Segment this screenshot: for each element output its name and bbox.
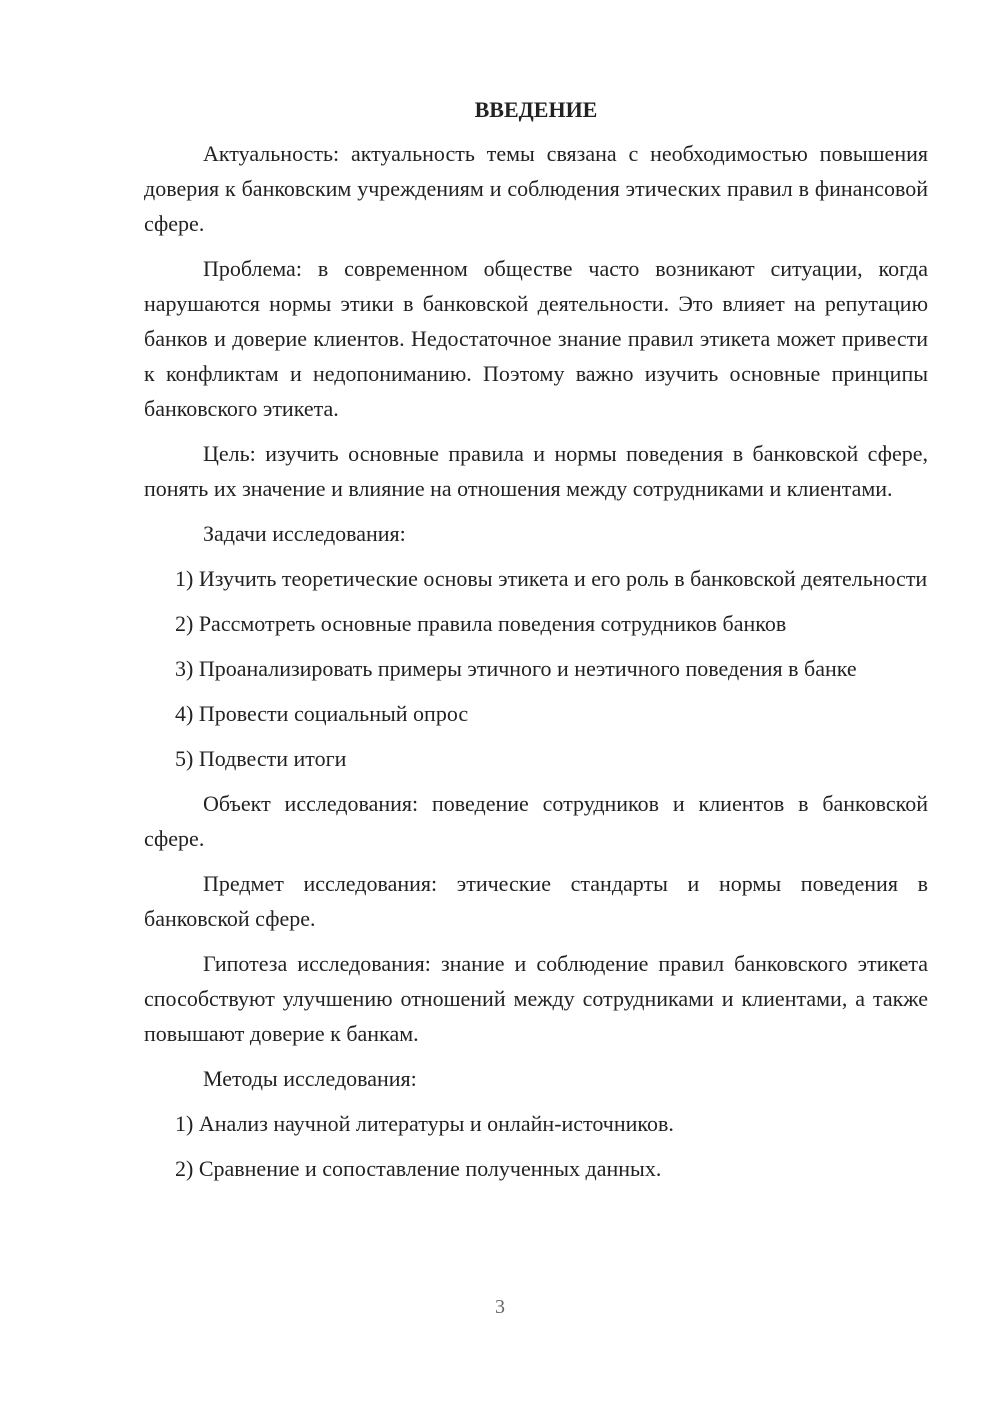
task-item-2: 2) Рассмотреть основные правила поведения сотрудников банков <box>175 611 787 636</box>
methods-heading: Методы исследования: <box>203 1066 417 1091</box>
method-item-2: 2) Сравнение и сопоставление полученных данных. <box>175 1156 662 1181</box>
method-item-1: 1) Анализ научной литературы и онлайн-источников. <box>175 1111 674 1136</box>
document-page <box>144 94 928 1196</box>
paragraph-problem: Проблема: в современном обществе часто возникают ситуации, когда нарушаются нормы этики в банковской деятельности. Это влияет на репутацию банков и доверие клиентов. Недостаточное знание правил этикета может привести к конфликтам и недопониманию. Поэтому важно изучить основные принципы банковского этикета. <box>144 256 928 421</box>
paragraph-goal: Цель: изучить основные правила и нормы поведения в банковской сфере, понять их значение и влияние на отношения между сотрудниками и клиентами. <box>144 441 928 501</box>
paragraph-relevance: Актуальность: актуальность темы связана с необходимостью повышения доверия к банковским учреждениям и соблюдения этических правил в финансовой сфере. <box>144 141 928 236</box>
tasks-heading: Задачи исследования: <box>203 521 406 546</box>
paragraph-subject: Предмет исследования: этические стандарты и нормы поведения в банковской сфере. <box>144 871 928 931</box>
page-number: 3 <box>495 1296 505 1318</box>
task-item-5: 5) Подвести итоги <box>175 746 347 771</box>
paragraph-hypothesis: Гипотеза исследования: знание и соблюдение правил банковского этикета способствуют улучшению отношений между сотрудниками и клиентами, а также повышают доверие к банкам. <box>144 951 928 1046</box>
paragraph-object: Объект исследования: поведение сотрудников и клиентов в банковской сфере. <box>144 791 928 851</box>
task-item-4: 4) Провести социальный опрос <box>175 701 469 726</box>
task-item-1: 1) Изучить теоретические основы этикета и его роль в банковской деятельности <box>175 566 928 591</box>
task-item-3: 3) Проанализировать примеры этичного и неэтичного поведения в банке <box>175 656 857 681</box>
page-title: ВВЕДЕНИЕ <box>474 97 598 122</box>
